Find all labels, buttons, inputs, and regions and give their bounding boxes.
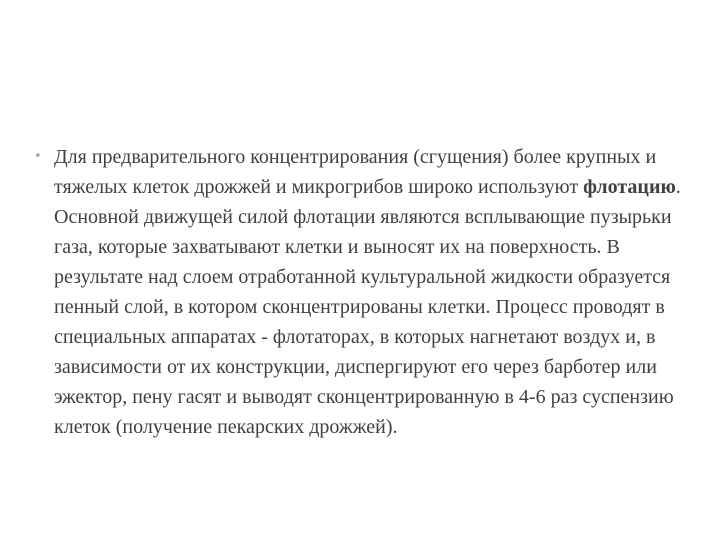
bullet-item: [34, 142, 684, 442]
text-after-bold: . Основной движущей силой флотации являются всплывающие пузырьки газа, которые захватывают клетки и выносят их на поверхность. В результате над слоем отработанной культуральной жидкости образуется пенный слой, в котором сконцентрированы клетки. Процесс проводят в специальных аппаратах - флотаторах, в которых нагнетают воздух и, в зависимости от их конструкции, диспергируют его через барботер или эжектор, пену гасят и выводят сконцентрированную в 4-6 раз суспензию клеток (получение пекарских дрожжей).: [54, 176, 681, 438]
text-before-bold: Для предварительного концентрирования (сгущения) более крупных и тяжелых клеток дрожжей и микрогрибов широко используют: [54, 146, 657, 198]
content-area: [34, 142, 684, 442]
bold-term: флотацию: [583, 176, 676, 198]
bullet-marker: •: [34, 149, 42, 164]
body-paragraph: [54, 142, 684, 442]
